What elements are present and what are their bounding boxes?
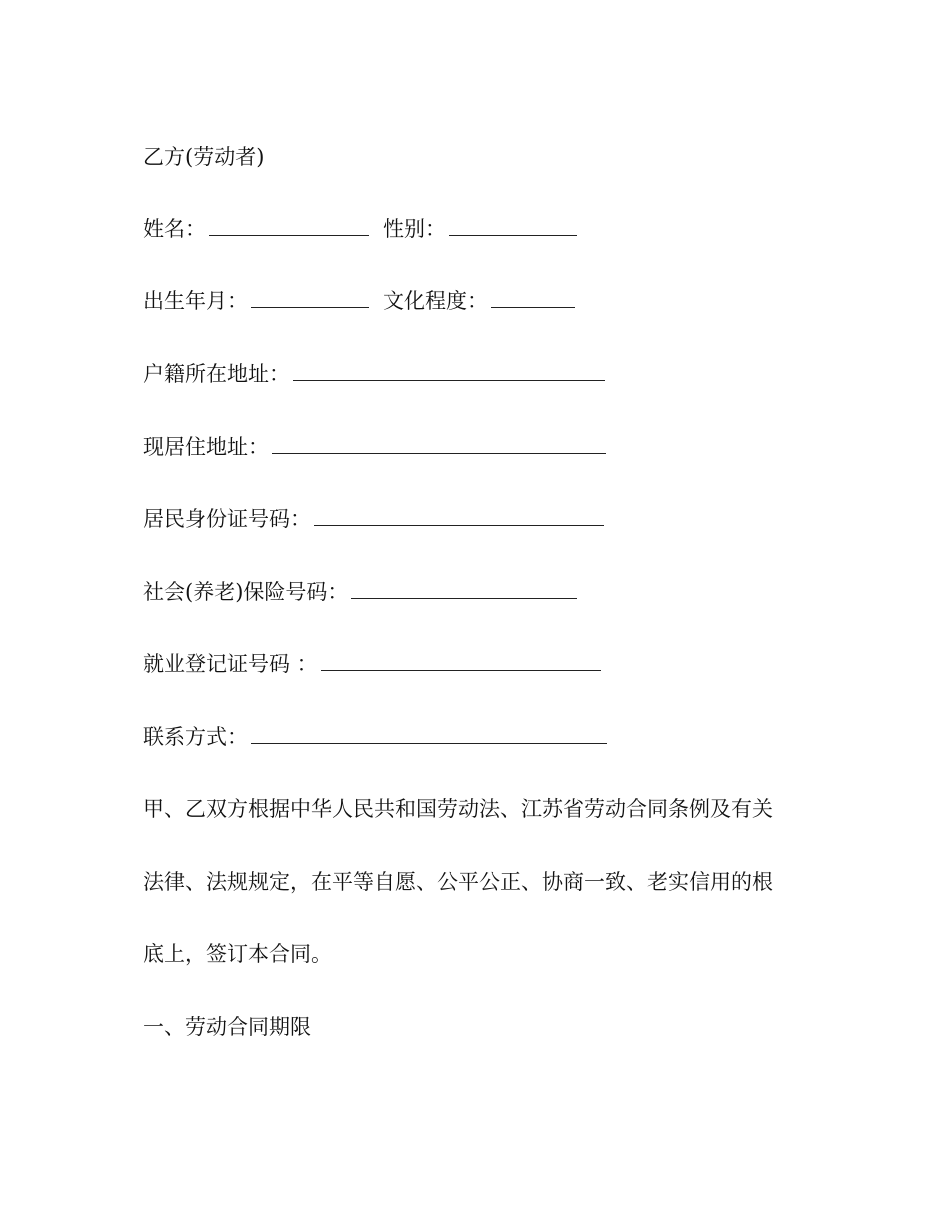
current-address-label: 现居住地址： bbox=[143, 435, 269, 459]
household-address-row bbox=[143, 360, 605, 388]
birth-label: 出生年月： bbox=[143, 289, 248, 313]
birth-field[interactable] bbox=[251, 287, 369, 308]
name-label: 姓名： bbox=[143, 217, 206, 241]
pension-number-field[interactable] bbox=[351, 578, 577, 599]
pension-number-label: 社会(养老)保险号码： bbox=[143, 580, 349, 604]
section-heading: 一、劳动合同期限 bbox=[143, 1015, 311, 1039]
contact-field[interactable] bbox=[251, 723, 607, 744]
education-label: 文化程度： bbox=[383, 289, 488, 313]
paragraph-line-3: 底上，签订本合同。 bbox=[143, 942, 332, 966]
id-number-row bbox=[143, 505, 604, 533]
current-address-field[interactable] bbox=[272, 433, 606, 454]
employment-reg-row bbox=[143, 650, 601, 678]
household-address-field[interactable] bbox=[293, 360, 605, 381]
paragraph-line-1: 甲、乙双方根据中华人民共和国劳动法、江苏省劳动合同条例及有关 bbox=[143, 797, 773, 821]
contact-label: 联系方式： bbox=[143, 725, 248, 749]
education-field[interactable] bbox=[491, 287, 575, 308]
employment-reg-field[interactable] bbox=[321, 650, 601, 671]
name-field[interactable] bbox=[209, 215, 369, 236]
gender-field[interactable] bbox=[449, 215, 577, 236]
id-number-field[interactable] bbox=[314, 505, 604, 526]
employment-reg-label: 就业登记证号码 ： bbox=[143, 652, 318, 676]
paragraph-line-2: 法律、法规规定，在平等自愿、公平公正、协商一致、老实信用的根 bbox=[143, 870, 773, 894]
birth-education-row bbox=[143, 287, 575, 315]
pension-number-row bbox=[143, 578, 577, 606]
household-address-label: 户籍所在地址： bbox=[143, 362, 290, 386]
party-b-heading: 乙方(劳动者) bbox=[143, 145, 265, 169]
contact-row bbox=[143, 723, 607, 751]
id-number-label: 居民身份证号码： bbox=[143, 507, 311, 531]
name-gender-row bbox=[143, 215, 577, 243]
current-address-row bbox=[143, 433, 606, 461]
gender-label: 性别： bbox=[383, 217, 446, 241]
